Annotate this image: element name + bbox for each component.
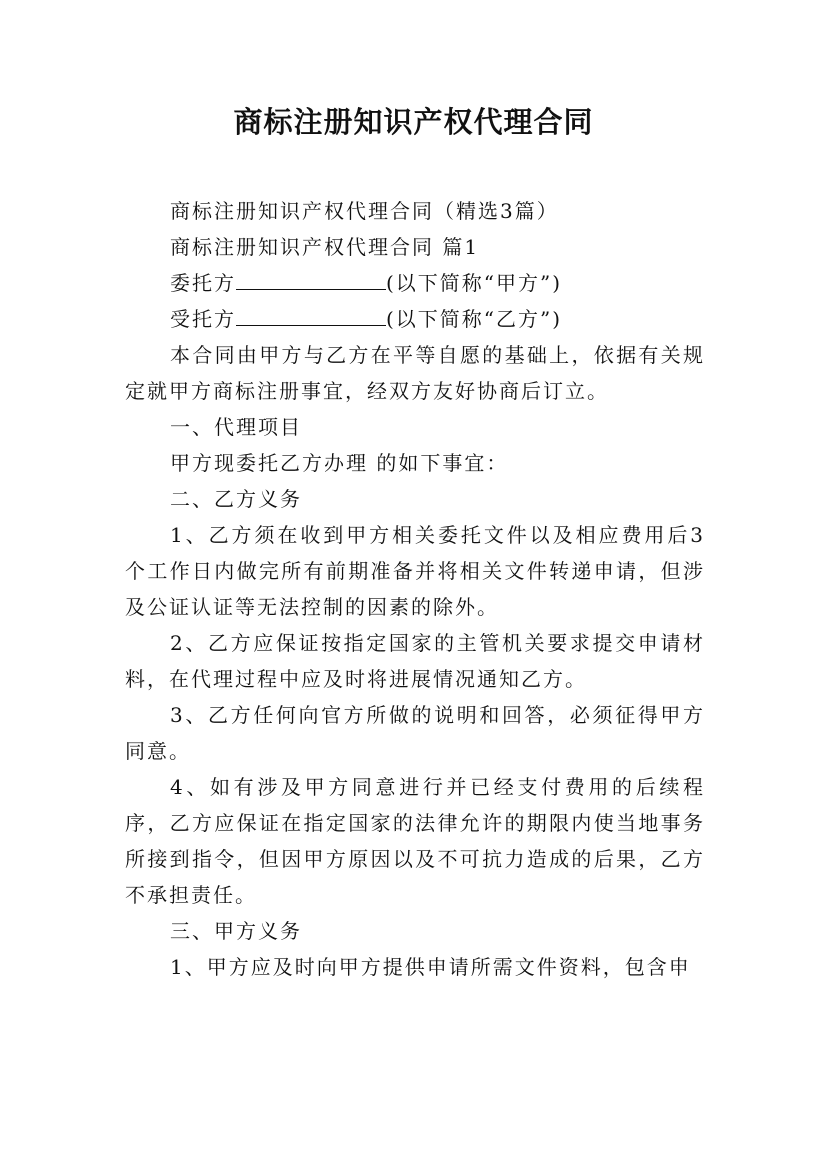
heading-paragraph: 商标注册知识产权代理合同 篇1 xyxy=(170,235,480,259)
agent-blank-line xyxy=(236,303,386,326)
section-heading-3: 三、甲方义务 xyxy=(170,919,302,943)
clause-2-2: 2、乙方应保证按指定国家的主管机关要求提交申请材料，在代理过程中应及时将进展情况通知乙方。 xyxy=(125,631,705,691)
client-blank-line xyxy=(236,267,386,290)
document-body xyxy=(125,193,705,985)
client-suffix: (以下简称“甲方”) xyxy=(386,271,563,295)
section-heading-1: 一、代理项目 xyxy=(170,415,302,439)
client-label: 委托方 xyxy=(170,271,236,295)
document-title: 商标注册知识产权代理合同 xyxy=(233,105,594,139)
subtitle-paragraph: 商标注册知识产权代理合同（精选3篇） xyxy=(170,199,559,223)
agent-label: 受托方 xyxy=(170,307,236,331)
clause-2-4: 4、如有涉及甲方同意进行并已经支付费用的后续程序，乙方应保证在指定国家的法律允许的期限内使当地事务所接到指令，但因甲方原因以及不可抗力造成的后果，乙方不承担责任。 xyxy=(125,775,705,907)
client-line xyxy=(125,265,705,301)
agent-suffix: (以下简称“乙方”) xyxy=(386,307,563,331)
clause-2-1: 1、乙方须在收到甲方相关委托文件以及相应费用后3个工作日内做完所有前期准备并将相关文件转递申请，但涉及公证认证等无法控制的因素的除外。 xyxy=(125,523,705,619)
agent-line xyxy=(125,301,705,337)
clause-3-1: 1、甲方应及时向甲方提供申请所需文件资料，包含申 xyxy=(170,955,691,979)
intro-paragraph: 本合同由甲方与乙方在平等自愿的基础上，依据有关规定就甲方商标注册事宜，经双方友好协商后订立。 xyxy=(125,343,705,403)
section-heading-2: 二、乙方义务 xyxy=(170,487,302,511)
clause-2-3: 3、乙方任何向官方所做的说明和回答，必须征得甲方同意。 xyxy=(125,703,705,763)
section-1-body: 甲方现委托乙方办理 的如下事宜： xyxy=(170,451,509,475)
